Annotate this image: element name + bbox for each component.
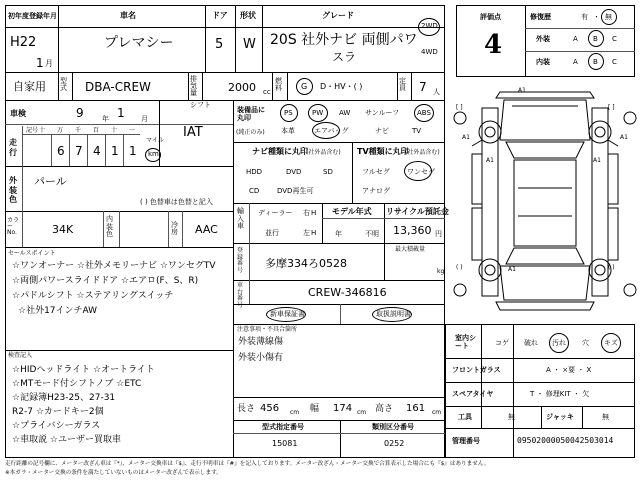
tv-type-label: TV種類に丸印 — [357, 147, 409, 156]
fuel-g: G — [301, 82, 308, 91]
seat-scratch: キズ — [604, 339, 618, 347]
tools-label: 工具 — [458, 413, 472, 421]
displacement-value: 2000 — [228, 81, 256, 94]
diag-a1-side-r: A1 — [593, 157, 601, 164]
mileage-digit: 4 — [93, 144, 101, 158]
load-label: 最大積載量 — [395, 246, 426, 253]
doors-label: ドア — [212, 11, 228, 20]
reg-month: 1 — [36, 56, 44, 70]
ext-b: B — [593, 35, 598, 43]
drive-2wd: 2WD — [421, 22, 438, 30]
diag-a1-left: A1 — [462, 134, 470, 141]
diag-bracket-tl: [ ] — [456, 104, 463, 111]
nav-type-label: ナビ種類に丸印 — [252, 147, 308, 156]
height-unit: cm — [432, 409, 442, 416]
recycle-label: リサイクル預託金 — [386, 207, 449, 216]
height-label: 高さ — [375, 404, 394, 414]
model-label: 型式 — [60, 77, 67, 92]
int-a: A — [573, 58, 578, 66]
vin-value: CREW-346816 — [308, 286, 387, 299]
exterior-color-label: 外装色 — [9, 176, 17, 205]
caution-item: 外装小傷有 — [238, 353, 284, 363]
inspector-note: ☆記録簿H23-25、27-31 — [12, 393, 116, 403]
tv-oneseg: ワンセグ — [407, 168, 435, 176]
vin-label: 車台番号 — [237, 282, 244, 309]
int-c: C — [612, 58, 617, 66]
nav-dvd: DVD — [286, 168, 302, 176]
seat-burn: コゲ — [495, 339, 509, 347]
inspector-note: ☆車取説 ☆ユーザー買取車 — [12, 435, 121, 445]
inspector-note: R2-7 ☆カードキー2個 — [12, 407, 104, 417]
model-year-unit: 年 — [335, 230, 342, 238]
tv-fullseg: フルセグ — [362, 168, 390, 176]
spare-tire-value: T ・ 修理KIT ・ 欠 — [530, 390, 590, 398]
mileage-unit-label: 千 — [75, 127, 82, 134]
repair-yes: 有 — [581, 13, 588, 21]
ac-value: AAC — [195, 223, 218, 236]
length-value: 456 — [260, 403, 280, 414]
fuel-options: D・HV・( ) — [320, 82, 363, 91]
equipment-abs: ABS — [417, 109, 431, 117]
mileage-unit-label: 十 — [111, 127, 118, 134]
yen-unit: 円 — [435, 230, 442, 238]
height-value: 161 — [406, 403, 426, 414]
registration-value: 多摩334ろ0528 — [265, 257, 347, 270]
cc-unit: cc — [263, 88, 271, 96]
equipment-leather: 本革 — [281, 127, 295, 135]
inspector-notes-label: 検査記入 — [8, 352, 33, 359]
month-unit: 月 — [141, 115, 148, 123]
seat-tear: 破れ — [524, 339, 538, 347]
import-dealer: ディーラー — [258, 209, 293, 217]
interior-seat-label: 室内シート — [455, 334, 476, 351]
mileage-digit: 7 — [75, 144, 83, 158]
jack-label: ジャッキ — [546, 413, 574, 421]
capacity-label: 定員 — [399, 77, 406, 92]
repair-no: 無 — [605, 13, 612, 21]
inspection-year: 9 — [76, 106, 84, 120]
shift-value: IAT — [183, 125, 203, 140]
footer-line-1: 走行距離の記号欄に、メーター改ざん車は『*』、メーター交換車は『$』、走行不明車は『#』を記入しております。メーター改ざん・メーター交換で合算表示した場合にも『$』はありません。 — [5, 461, 490, 467]
designation-label: 型式指定番号 — [262, 423, 304, 431]
registration-label: 登録番号 — [237, 247, 244, 274]
mileage-unit-label: 一 — [129, 127, 136, 134]
nav-type-note: (社外品含む) — [306, 149, 341, 156]
displacement-label: 排気量 — [190, 75, 197, 97]
designation-value: 15081 — [272, 439, 298, 448]
diag-paren-bl: ( ) — [456, 264, 463, 271]
sales-point: ☆両側パワースライドドア ☆エアロ(F、S、R) — [12, 276, 199, 286]
jack-value: 無 — [602, 413, 609, 421]
reg-era: H22 — [10, 35, 37, 50]
sales-point: ☆ワンオーナー ☆社外メモリーナビ ☆ワンセグTV — [12, 261, 216, 271]
model-year-unknown: 不明 — [365, 230, 379, 238]
drive-4wd: 4WD — [421, 48, 438, 56]
inspection-label: 車検 — [10, 109, 26, 118]
import-hand-l: H — [311, 229, 317, 237]
kg-unit: kg — [437, 268, 445, 275]
model-year-label: モデル年式 — [332, 207, 372, 216]
reg-month-unit: 月 — [45, 59, 53, 68]
seat-hole: 穴 — [582, 339, 589, 347]
color-no-label: カラー No. — [7, 217, 20, 236]
shift-label: シフト — [190, 101, 211, 109]
length-unit: cm — [290, 409, 300, 416]
int-b: B — [593, 58, 598, 66]
diag-bracket-tr: [ ] — [608, 104, 615, 111]
front-glass-value: A ・ ×要 ・ X — [546, 366, 592, 374]
import-parallel: 並行 — [265, 229, 279, 237]
diag-a1-right: A1 — [620, 134, 628, 141]
repair-history-label: 修復歴 — [530, 13, 551, 21]
category-value: 0252 — [384, 439, 405, 448]
seat-dirt: 汚れ — [552, 339, 566, 347]
length-label: 長さ — [237, 404, 256, 414]
owner-manual: 取扱説明書 — [376, 310, 411, 318]
caution-item: 外装薄線傷 — [238, 337, 284, 347]
interior-color-label: 内装色 — [106, 215, 113, 239]
diag-a1-rear: A1 — [508, 266, 516, 273]
mgmt-number-value: 09502000050042503014 — [517, 436, 614, 445]
equipment-ps: PS — [284, 109, 293, 117]
repair-sep: ・ — [593, 13, 600, 21]
grade-line1: 20S 社外ナビ 両側パワ — [270, 32, 418, 48]
ext-a: A — [573, 35, 578, 43]
new-car-warranty: 新車保証書 — [270, 310, 305, 318]
diag-paren-br: ( ) — [608, 264, 615, 271]
spare-tire-label: スペアタイヤ — [452, 390, 494, 398]
shape-value: W — [243, 37, 256, 52]
exterior-color-value: パール — [34, 175, 67, 188]
nav-hdd: HDD — [246, 168, 263, 176]
import-left: 左 — [303, 229, 310, 237]
use-type: 自家用 — [13, 80, 46, 93]
width-value: 174 — [333, 403, 353, 414]
equipment-aw: AW — [339, 109, 351, 117]
footer-line-2: ※本ガラ・メーター交換の条件を満たしていないものはメーター改ざんで表示します。 — [5, 470, 222, 476]
sales-point: ☆パドルシフト ☆ステアリングスイッチ — [12, 291, 174, 301]
diag-a1-front: A1 — [518, 87, 526, 94]
nav-dvd-play: DVD再生可 — [277, 187, 314, 195]
mileage-digit: 1 — [129, 144, 137, 158]
mile-label: マイル — [146, 137, 164, 144]
import-label: 輸入車 — [237, 207, 244, 231]
diag-a1-side-l: A1 — [486, 157, 494, 164]
sales-point: ☆社外17インチAW — [18, 306, 98, 316]
grade-score-label: 評価点 — [480, 13, 501, 21]
fuel-label: 燃料 — [275, 77, 282, 92]
nav-cd: CD — [249, 187, 260, 195]
model-value: DBA-CREW — [85, 80, 151, 94]
person-unit: 人 — [433, 88, 440, 96]
km-label: km — [148, 150, 159, 158]
ac-label: 冷房 — [171, 221, 178, 236]
capacity-value: 7 — [419, 80, 427, 94]
sales-points-label: セールスポイント — [8, 250, 56, 257]
grade-score: 4 — [484, 30, 503, 60]
equipment-note: (純正のみ) — [236, 129, 265, 136]
grade-label: グレード — [322, 11, 354, 20]
year-unit: 年 — [102, 115, 109, 123]
inspector-note: ☆HIDヘッドライト ☆オートライト — [12, 365, 155, 375]
car-damage-diagram — [452, 84, 638, 324]
running-label: 走行 — [9, 138, 17, 157]
mileage-unit-label: 十 — [39, 127, 46, 134]
tv-type-note: (社外品含む) — [405, 149, 440, 156]
category-label: 類別区分番号 — [372, 423, 414, 431]
width-label: 幅 — [310, 404, 320, 414]
import-right: 右 — [303, 209, 310, 217]
car-name-label: 車名 — [120, 11, 136, 20]
nav-sd: SD — [323, 168, 333, 176]
mgmt-number-label: 管理番号 — [452, 437, 480, 445]
recycle-value: 13,360 — [393, 224, 432, 237]
exterior-score-label: 外装 — [536, 35, 550, 43]
inspector-note: ☆MTモード付シフトノブ ☆ETC — [12, 379, 142, 389]
import-hand-r: H — [311, 209, 317, 217]
exterior-color-note: ( ) 色替車は色替と記入 — [140, 198, 213, 206]
interior-score-label: 内装 — [536, 58, 550, 66]
tools-value: 無 — [508, 413, 515, 421]
equipment-nav: ナビ — [375, 127, 389, 135]
inspection-month: 1 — [117, 106, 125, 120]
ext-c: C — [612, 35, 617, 43]
record-label: 記号 — [26, 127, 39, 134]
equipment-label: 装備品に丸印 — [237, 106, 265, 122]
caution-label: 注意事項・不具合箇所 — [237, 326, 298, 333]
inspector-note: ☆プライバシーガラス — [12, 421, 101, 431]
shape-label: 形状 — [240, 11, 256, 20]
mileage-digit: 1 — [111, 144, 119, 158]
color-no-value: 34K — [52, 223, 74, 236]
equipment-tv: TV — [412, 127, 422, 135]
equipment-airbag: エアバッグ — [314, 127, 349, 135]
width-unit: cm — [357, 409, 367, 416]
grade-line2: スラ — [332, 50, 357, 64]
mileage-digit: 6 — [57, 144, 65, 158]
car-name: プレマシー — [104, 35, 174, 51]
doors-value: 5 — [215, 37, 224, 52]
mileage-unit-label: 百 — [93, 127, 100, 134]
equipment-pw: PW — [312, 109, 324, 117]
tv-analog: アナログ — [362, 187, 390, 195]
equipment-sunroof: サンルーフ — [365, 109, 400, 117]
reg-year-label: 初年度登録年月 — [8, 12, 57, 20]
mileage-unit-label: 万 — [57, 127, 64, 134]
front-glass-label: フロントガラス — [452, 366, 501, 374]
